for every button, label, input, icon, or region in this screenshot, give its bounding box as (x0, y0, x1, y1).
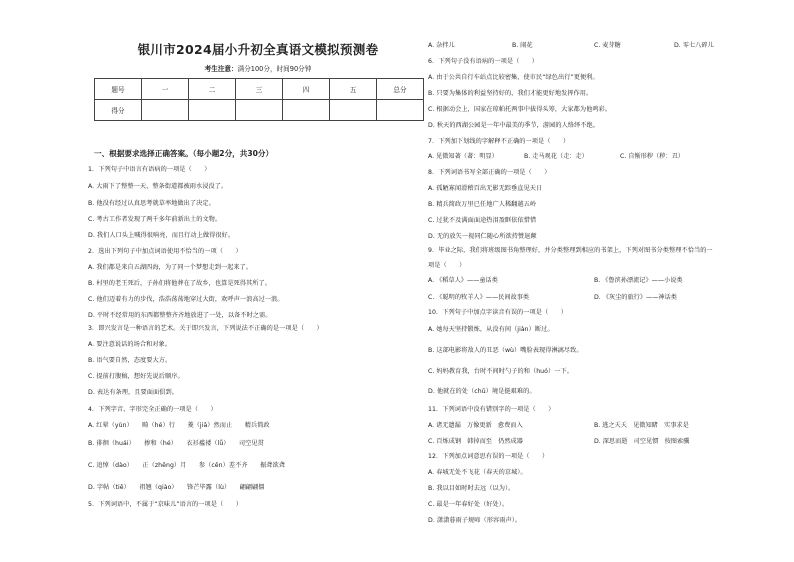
question-line: 11．下列词语中没有错别字的一项是（ ） (428, 406, 555, 413)
option-b: B. 闹花 (512, 42, 533, 49)
option-line: B. 徘徊（huái） 掺和（hé） 衣衫褴褛（lǚ） 司空见贯 (88, 440, 264, 447)
option-line: D. 表达有条理，且要面面俱到。 (88, 389, 178, 396)
question-line: 2．选出下列句子中加点词语使用不恰当的一项（ ） (88, 248, 242, 255)
question-line: 5．下列词语中，不属于“京味儿”语言的一项是（ ） (88, 501, 242, 508)
option-a: A. 诸无遗漏 万像更新 愈费而入 (428, 422, 523, 429)
option-line: A. 大雨下了整整一天，整条街道都被雨水浸没了。 (88, 183, 228, 190)
option-line: D. 平时不经常用的东西都整整齐齐地放进了一处，以备不时之需。 (88, 312, 272, 319)
score-header-row (95, 79, 424, 100)
option-line: B. 我以目如时时去远（以为）。 (428, 485, 515, 492)
score-cell[interactable] (283, 100, 330, 121)
score-header-cell: 题号 (95, 79, 142, 100)
option-c: C. 自惭形秽（秽：丑） (620, 153, 684, 160)
score-header-cell: 三 (236, 79, 283, 100)
option-a: A. 见微知著（著：明显） (428, 153, 498, 160)
question-line: 4．下列字音、字形完全正确的一项是（ ） (88, 406, 217, 413)
option-line: C. 最是一年春好处（好处）。 (428, 501, 509, 508)
question-line: 9．毕业之际，我们将班级图书角整理好，并分类整理到相应的书架上，下列对图书分类整理不恰当的一 (428, 247, 713, 254)
option-line: B. 这部电影将敌人的丑恶（wù）嘴脸表现得淋漓尽致。 (428, 347, 583, 354)
option-b: B. 《鲁滨孙漂流记》——小说类 (594, 277, 683, 284)
option-line: C. 他们迈着有力的步伐，浩浩荡荡地穿过大街，欢呼声一浪高过一浪。 (88, 296, 284, 303)
score-cell[interactable] (189, 100, 236, 121)
option-line: B. 精兵简政万里已任地广人稀翻越五岭 (428, 201, 537, 208)
score-cell[interactable] (377, 100, 424, 121)
question-line: 1．下列句子中语言有语病的一项是（ ） (88, 166, 211, 173)
option-line: D. 秋天的西湖公园是一年中最美的季节，游园的人络绎不绝。 (428, 122, 600, 129)
option-d: D. 《灰尘的旅行》——神话类 (594, 294, 677, 301)
question-line: 10．下列句子中加点字读音有误的一项是（ ） (428, 309, 567, 316)
option-line: D. 无的放矢一视同仁随心所欲持赞退颠 (428, 233, 537, 240)
option-c: C. 百炼成钢 韩掉而至 仍然成器 (428, 438, 523, 445)
option-line: C. 妈妈教育我，台时不间时勺子的和（huó）一下。 (428, 368, 573, 375)
question-line: 8．下列词语书写全部正确的一项是（ ） (428, 169, 551, 176)
option-c: C. 麦芽糖 (594, 42, 621, 49)
notice-text: 满分100分，时间90分钟 (237, 65, 312, 73)
score-header-cell: 四 (283, 79, 330, 100)
score-table (94, 78, 424, 121)
option-line: A. 春城无处不飞花（春天的京城）。 (428, 469, 527, 476)
option-line: A. 由于公共自行车站点比较密集，使市民“绿色出行”更便利。 (428, 74, 599, 81)
question-line: 项是（ ） (428, 262, 466, 269)
option-b: B. 走马观花（走：走） (524, 153, 588, 160)
score-cell[interactable] (330, 100, 377, 121)
score-header-cell: 一 (142, 79, 189, 100)
score-value-row (95, 100, 424, 121)
score-row-label: 得分 (95, 100, 142, 121)
option-line: A. 我们都是来自五湖四海，为了同一个梦想走到一起来了。 (88, 264, 253, 271)
option-b: B. 逃之夭夭 见微知睹 实事求是 (594, 422, 689, 429)
option-d: D. 零七八碎儿 (674, 42, 714, 49)
option-line: D. 潇潇暮雨子规啼（形容雨声）。 (428, 517, 522, 524)
option-line: C. 追悼（dào） 正（zhēng）月 参（cēn）差不齐 振聋欲聋 (88, 462, 286, 469)
option-line: A. 她每天坚持锻炼，从没有间（jiàn）断过。 (428, 326, 554, 333)
score-header-cell: 总分 (377, 79, 424, 100)
option-line: B. 他没有经过认真思考就草率地做出了决定。 (88, 200, 215, 207)
option-a: A. 杂拌儿 (428, 42, 455, 49)
option-line: D. 他就在的处（chǔ）境是挺艰难的。 (428, 388, 536, 395)
section-heading: 一、根据要求选择正确答案。（每小题2分，共30分） (94, 149, 274, 158)
question-line: 12．下列加点词意思有误的一项是（ ） (428, 453, 549, 460)
option-line: C. 考古工作者发现了两千多年前新出土的文物。 (88, 216, 222, 223)
option-c: C. 《聪明的牧羊人》——民间故事类 (428, 294, 530, 301)
option-line: C. 过犹不及满面面途热泪盈眶依依惜惜 (428, 217, 537, 224)
score-cell[interactable] (236, 100, 283, 121)
option-line: A. 孤陋寡闻滑稽百出无影无踪垂直见天日 (428, 185, 543, 192)
question-line: 3．即兴发言是一种语言的艺术。关于即兴发言，下列说法不正确的是一项是（ ） (88, 325, 323, 332)
option-d: D. 深思而逝 司空见惯 按图索骥 (594, 438, 690, 445)
question-line: 6．下列句子没有语病的一项是（ ） (428, 58, 539, 65)
option-line: B. 只要为集体的利益坚持好的，我们才能更好地发挥作用。 (428, 90, 593, 97)
exam-notice (88, 63, 428, 73)
option-a: A. 《稻草人》——童话类 (428, 277, 498, 284)
option-line: A. 要注意说话的场合和对象。 (88, 341, 172, 348)
score-header-cell: 五 (330, 79, 377, 100)
question-line: 7．下列加下划线的字解释不正确的一项是（ ） (428, 138, 570, 145)
option-line: C. 提前打腹稿，想好先说后顺序。 (88, 373, 184, 380)
page-title: 银川市2024届小升初全真语文模拟预测卷 (137, 42, 379, 57)
option-line: C. 根据动会上，国家在琼帕托两事中拔得头筹，大家都为他鸣彩。 (428, 106, 612, 113)
score-cell[interactable] (142, 100, 189, 121)
option-line: A. 红晕（yùn） 畸（hé）行 菱（jiā）然而止 精兵简政 (88, 422, 270, 429)
option-line: D. 字帖（tiē） 祖翘（qiào） 锋芒毕露（lù） 翩翩翩僵 (88, 484, 265, 491)
option-line: D. 我们人口头上喊得很响亮，而且行动上做得很好。 (88, 232, 235, 239)
notice-label: 考生注意： (204, 65, 238, 73)
option-line: B. 村里的老王死后，子孙们将他葬在了故乡，也算是死得其所了。 (88, 280, 271, 287)
score-header-cell: 二 (189, 79, 236, 100)
option-line: B. 语气要自然，态度要大方。 (88, 357, 172, 364)
